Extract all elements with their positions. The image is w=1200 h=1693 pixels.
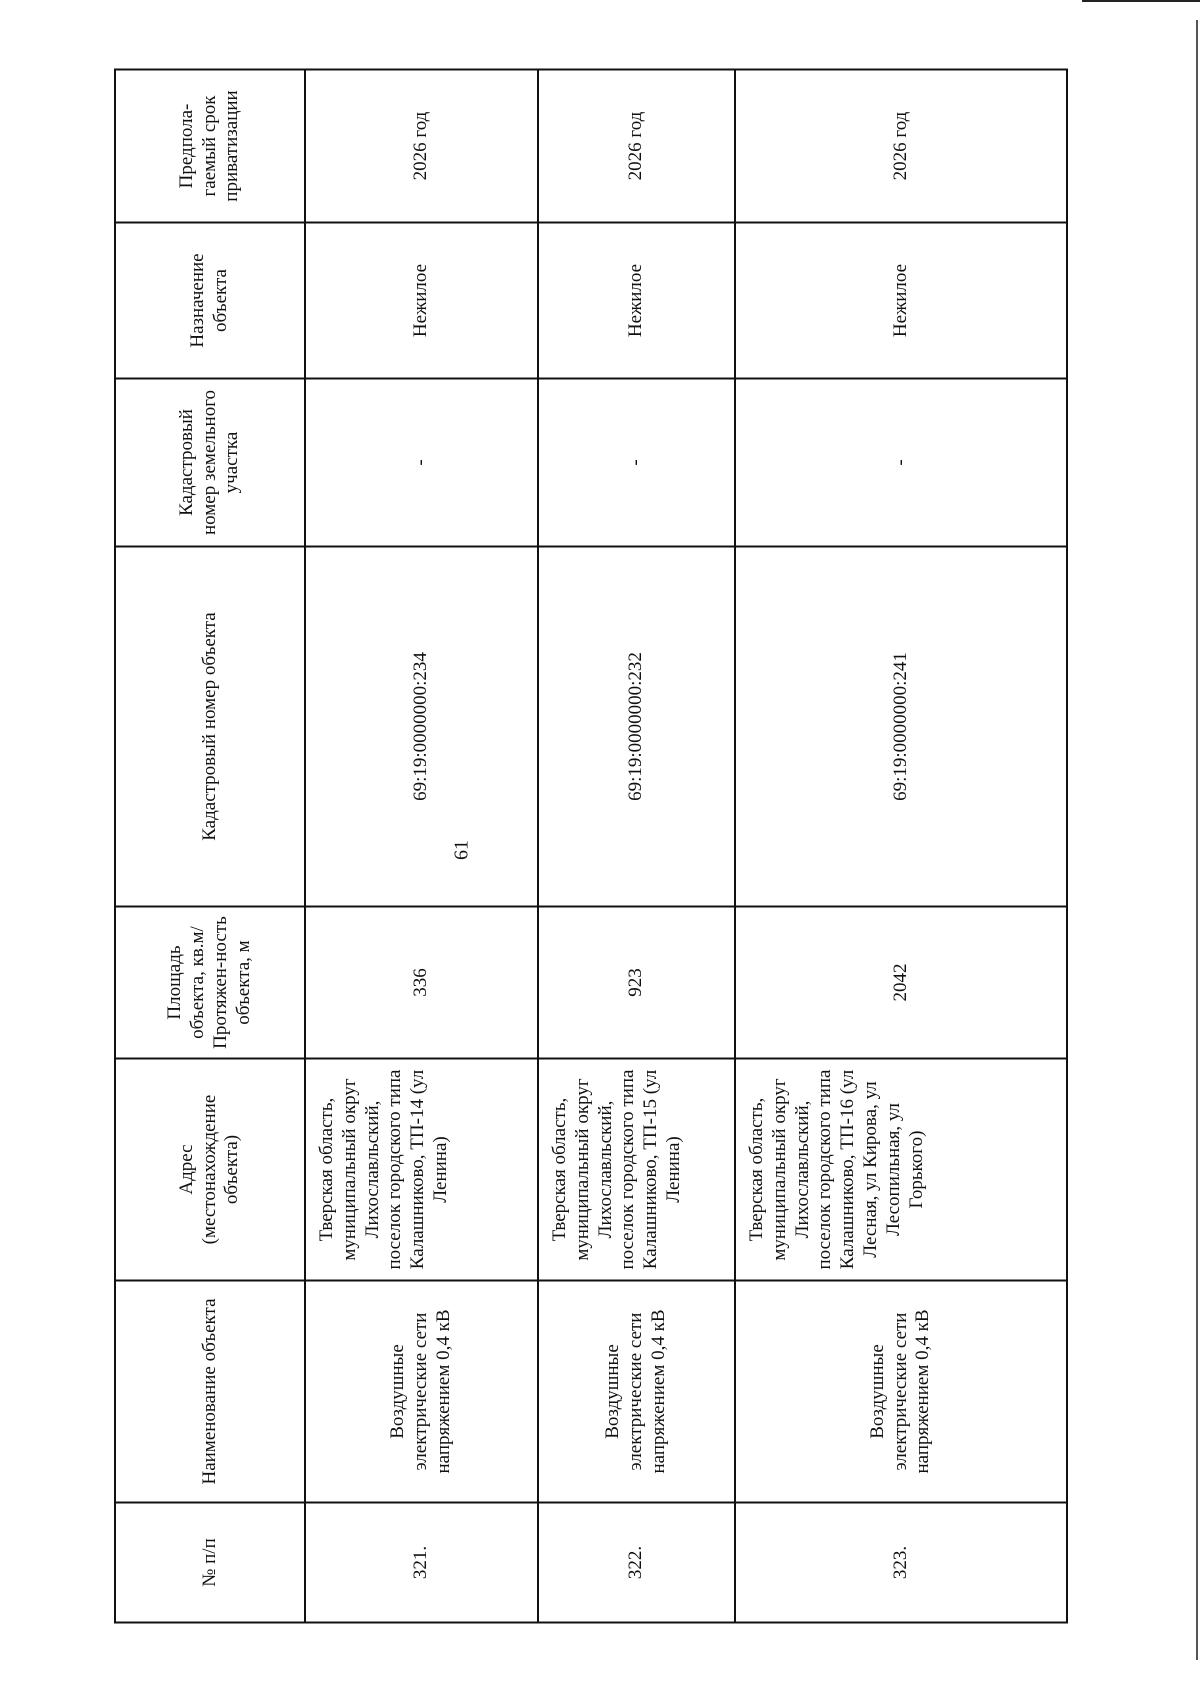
row-number: 323. [735, 1502, 1067, 1622]
header-land-cadastral: Кадастровый номер земельного участка [115, 378, 305, 546]
table-row [735, 69, 1067, 1622]
row-number: 322. [538, 1502, 735, 1622]
object-area: 336 [305, 906, 538, 1058]
page-number: 61 [450, 840, 473, 860]
object-cadastral-number: 69:19:0000000:241 [735, 546, 1067, 906]
header-purpose: Назначение объекта [115, 222, 305, 378]
object-purpose: Нежилое [538, 222, 735, 378]
table-row [538, 69, 735, 1622]
privatization-table-wrapper [114, 70, 1066, 1623]
privatization-term: 2026 год [735, 69, 1067, 222]
land-cadastral-number: - [305, 378, 538, 546]
privatization-table [114, 68, 1068, 1623]
object-name: Воздушные электрические сети напряжением 0,4 кВ [538, 1280, 735, 1502]
object-address: Тверская область, муниципальный округ Лихославльский, поселок городского типа Калашниково, ТП-15 (ул Ленина) [538, 1058, 735, 1280]
land-cadastral-number: - [538, 378, 735, 546]
privatization-term: 2026 год [305, 69, 538, 222]
scan-edge-line-top [1082, 0, 1200, 2]
header-cadastral: Кадастровый номер объекта [115, 546, 305, 906]
header-address: Адрес (местонахождение объекта) [115, 1058, 305, 1280]
header-area: Площадь объекта, кв.м/ Протяжен-ность объекта, м [115, 906, 305, 1058]
object-cadastral-number: 69:19:0000000:234 [305, 546, 538, 906]
object-address: Тверская область, муниципальный округ Лихославльский, поселок городского типа Калашниково, ТП-16 (ул Лесная, ул Кирова, ул Лесопильная, ул Горького) [735, 1058, 1067, 1280]
object-area: 2042 [735, 906, 1067, 1058]
object-area: 923 [538, 906, 735, 1058]
row-number: 321. [305, 1502, 538, 1622]
object-purpose: Нежилое [735, 222, 1067, 378]
header-number: № п/п [115, 1502, 305, 1622]
table-row [305, 69, 538, 1622]
header-row [115, 69, 305, 1622]
object-address: Тверская область, муниципальный округ Лихославльский, поселок городского типа Калашниково, ТП-14 (ул Ленина) [305, 1058, 538, 1280]
privatization-term: 2026 год [538, 69, 735, 222]
header-name: Наименование объекта [115, 1280, 305, 1502]
scan-edge-line-right [1196, 20, 1198, 1660]
object-cadastral-number: 69:19:0000000:232 [538, 546, 735, 906]
land-cadastral-number: - [735, 378, 1067, 546]
object-name: Воздушные электрические сети напряжением 0,4 кВ [305, 1280, 538, 1502]
header-term: Предпола-гаемый срок приватизации [115, 69, 305, 222]
object-name: Воздушные электрические сети напряжением 0,4 кВ [735, 1280, 1067, 1502]
object-purpose: Нежилое [305, 222, 538, 378]
